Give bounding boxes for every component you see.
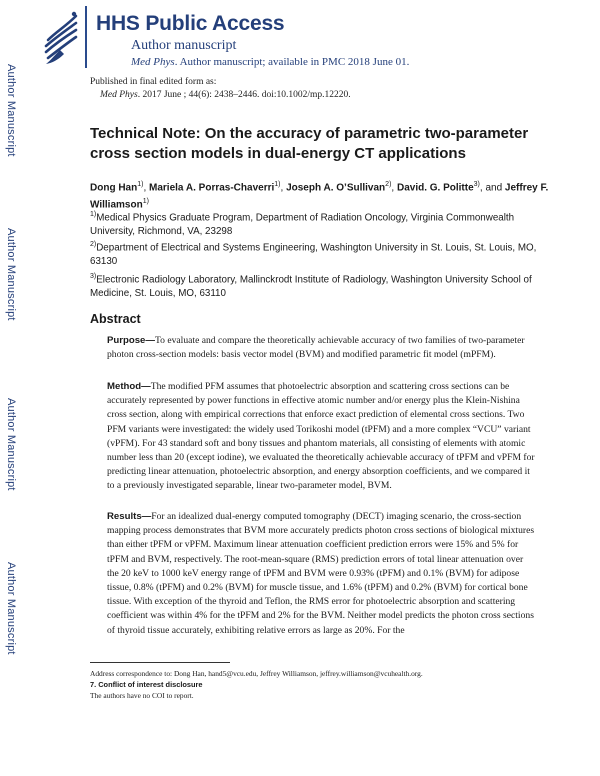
header-title: HHS Public Access xyxy=(96,12,285,35)
citation-journal: Med Phys xyxy=(100,90,138,100)
footnotes xyxy=(90,668,550,701)
manuscript-page: Author Manuscript Author Manuscript Author Manuscript Author Manuscript HHS Public Access Author manuscript Med Phys. Author manuscript; available in PMC 2018 June 01. Published in final edited form as: Med Phys. 2017 June ; 44(6): 2438–2446. doi:10.1002/mp.12220. Technical Note: On the accuracy of parametric two-parameter cross section models in dual-energy CT applications Dong Han$^{1)}$, Mariela A. Porras-Chaverri$^{1)}$, Joseph A. O’Sullivan$^{2)}$, David. G. Politte$^{3)}$, and Jeffrey F. Williamson$^{1)}$ $^{1)}$Medical Physics Graduate Program, Department of Radiation Oncology, Virginia Commonwealth University, Richmond, VA, 23298 $^{2)}$Department of Electrical and Systems Engineering, Washington University in St. Louis, St. Louis, MO, 63130 $^{3)}$Electronic Radiology Laboratory, Mallinckrodt Institute of Radiology, Washington University School of Medicine, St. Louis, MO, 63110 Abstract Purpose—To evaluate and compare the theoretically achievable accuracy of two families of two-parameter photon cross-section models: basis vector model (BVM) and modified parametric fit model (mPFM). Method—The modified PFM assumes that photoelectric absorption and scattering cross sections can be accurately represented by power functions in effective atomic number and/or energy plus the Klein-Nishina cross section, along with empirical corrections that enforce exact prediction of elemental cross sections. Two PFM variants were investigated: the widely used Torikoshi model (tPFM) and a more complex “VCU” variant (vPFM). For 43 standard soft and bony tissues and phantom materials, all consisting of elements with atomic number less than 20 (except iodine), we evaluated the theoretically achievable accuracy of tPFM and vPFM for predicting linear attenuation, photoelectric absorption, and energy absorption coefficients, and we compared it to a previously investigated separable, linear two-parameter model, BVM. Results—For an idealized dual-energy computed tomography (DECT) imaging scenario, the cross-section mapping process demonstrates that BVM more accurately predicts photon cross sections of biological mixtures than either tPFM or vPFM. Maximum linear attenuation coefficient prediction errors were 15% and 5% for tPFM and BVM, respectively. The root-mean-square (RMS) prediction errors of total linear attenuation over the 20 keV to 1000 keV energy range of tPFM and BVM were 0.93% (tPFM) and 0.1% (BVM) for adipose tissue, 0.8% (tPFM) and 0.2% (BVM) for muscle tissue, and 1.6% (tPFM) and 0.2% (BVM) for cortical bone tissue. With exception of the thyroid and Teflon, the RMS error for photoelectric absorption and scattering coefficient was within 4% for the tPFM and 2% for the BVM. Neither model predicts the photon cross sections of thyroid tissue accurately, exhibiting relative errors as large as 20%. For the Address correspondence to: Dong Han, hand5@vcu.edu, Jeffrey Williamson, jeffrey.williamson@vcuhealth.org. 7. Conflict of interest disclosure The authors have no COI to report. xyxy=(0,0,600,776)
abstract-method: Method—The modified PFM assumes that photoelectric absorption and scattering cross sections can be accurately represented by power functions in effective atomic number and/or energy plus the Klein-Nishina cross section, along with empirical corrections that enforce exact prediction of elemental cross sections. Two PFM variants were investigated: the widely used Torikoshi model (tPFM) and a more complex “VCU” variant (vPFM). For 43 standard soft and bony tissues and phantom materials, all consisting of elements with atomic number less than 20 (except iodine), we evaluated the theoretically achievable accuracy of tPFM and vPFM for predicting linear attenuation, photoelectric absorption, and energy absorption coefficients, and we compared it to a previously investigated separable, linear two-parameter model, BVM. xyxy=(107,381,535,492)
conflict-heading: 7. Conflict of interest disclosure xyxy=(90,680,203,689)
affiliation: $^{2)}$Department of Electrical and Systems Engineering, Washington University in St. Louis, St. Louis, MO, 63130 xyxy=(90,241,537,268)
author-name: Joseph A. O’Sullivan xyxy=(286,182,386,194)
publication-info xyxy=(90,76,351,102)
header-availability: Med Phys. Author manuscript; available in PMC 2018 June 01. xyxy=(131,56,410,68)
conflict-text: The authors have no COI to report. xyxy=(90,691,194,700)
author-name: Mariela A. Porras-Chaverri xyxy=(149,182,275,194)
hhs-eagle-logo-icon xyxy=(40,6,82,66)
footnote-divider xyxy=(90,662,230,663)
header-journal: Med Phys xyxy=(131,56,175,68)
method-label: Method— xyxy=(107,381,151,392)
citation: Med Phys. 2017 June ; 44(6): 2438–2446. doi:10.1002/mp.12220. xyxy=(100,90,351,100)
author-list: Dong Han$^{1)}$, Mariela A. Porras-Chaverri$^{1)}$, Joseph A. O’Sullivan$^{2)}$, David. G. Politte$^{3)}$, and Jeffrey F. Williamson$^{1)}$ xyxy=(90,181,549,211)
results-label: Results— xyxy=(107,511,152,522)
header-subtitle: Author manuscript xyxy=(131,38,237,53)
abstract-results: Results—For an idealized dual-energy computed tomography (DECT) imaging scenario, the cross-section mapping process demonstrates that BVM more accurately predicts photon cross sections of biological mixtures than either tPFM or vPFM. Maximum linear attenuation coefficient prediction errors were 15% and 5% for tPFM and BVM, respectively. The root-mean-square (RMS) prediction errors of total linear attenuation over the 20 keV to 1000 keV energy range of tPFM and BVM were 0.93% (tPFM) and 0.1% (BVM) for adipose tissue, 0.8% (tPFM) and 0.2% (BVM) for muscle tissue, and 1.6% (tPFM) and 0.2% (BVM) for cortical bone tissue. With exception of the thyroid and Teflon, the RMS error for photoelectric absorption and scattering coefficient was within 4% for the tPFM and 2% for the BVM. Neither model predicts the photon cross sections of thyroid tissue accurately, exhibiting relative errors as large as 20%. For the xyxy=(107,511,535,636)
author-name: David. G. Politte xyxy=(396,182,474,194)
abstract-purpose: Purpose—To evaluate and compare the theoretically achievable accuracy of two families of two-parameter photon cross-section models: basis vector model (BVM) and modified parametric fit model (mPFM). xyxy=(107,335,525,361)
published-line: Published in final edited form as: xyxy=(90,77,217,87)
author-name: Dong Han xyxy=(90,182,138,194)
abstract-heading: Abstract xyxy=(90,312,141,326)
article-title: Technical Note: On the accuracy of parametric two-parameter cross section models in dual-energy CT applications xyxy=(90,125,529,162)
affiliation: $^{1)}$Medical Physics Graduate Program, Department of Radiation Oncology, Virginia Commonwealth University, Richmond, VA, 23298 xyxy=(90,211,515,238)
affiliation: $^{3)}$Electronic Radiology Laboratory, Mallinckrodt Institute of Radiology, Washington University School of Medicine, St. Louis, MO, 63110 xyxy=(90,273,532,300)
header-divider xyxy=(85,6,87,68)
purpose-label: Purpose— xyxy=(107,335,155,346)
correspondence-note: Address correspondence to: Dong Han, hand5@vcu.edu, Jeffrey Williamson, jeffrey.williamson@vcuhealth.org. xyxy=(90,669,423,678)
author-name: Jeffrey F. Williamson xyxy=(90,182,549,211)
